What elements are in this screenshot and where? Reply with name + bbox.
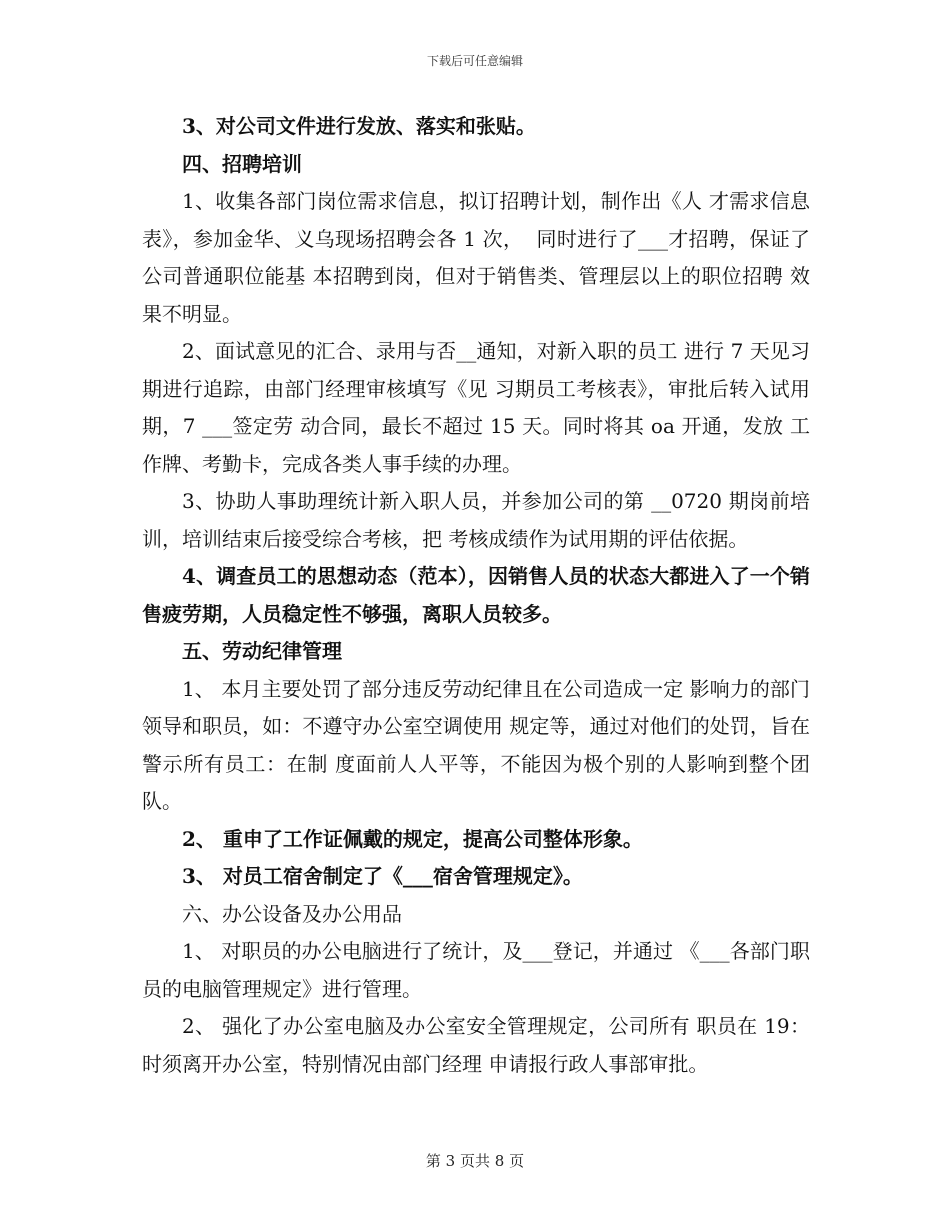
- paragraph-6: 1、 本月主要处罚了部分违反劳动纪律且在公司造成一定 影响力的部门领导和职员，如：不遵守办公室空调使用 规定等，通过对他们的处罚，旨在警示所有员工：在制 度面前人人平等，不能因为极个别的人影响到整个团 队。: [142, 676, 817, 813]
- paragraph-2: 1、收集各部门岗位需求信息，拟订招聘计划，制作出《人 才需求信息表》，参加金华、义乌现场招聘会各 1 次， 同时进行了___才招聘，保证了公司普通职位能基 本招聘到岗，但对于销售类、管理层以上的职位招聘 效果不明显。: [142, 189, 810, 326]
- paragraph-4: 3、协助人事助理统计新入职人员，并参加公司的第 __0720 期岗前培训，培训结束后接受综合考核，把 考核成绩作为试用期的评估依据。: [142, 489, 810, 551]
- page-header: 下载后可任意编辑: [426, 54, 523, 68]
- section-heading-6: 六、办公设备及办公用品: [182, 901, 402, 926]
- paragraph-3: 2、面试意见的汇合、录用与否__通知，对新入职的员工 进行 7 天见习期进行追踪，由部门经理审核填写《见 习期员工考核表》，审批后转入试用期，7 ___签定劳 动合同，最长不超过 15 天。同时将其 oa 开通，发放 工作牌、考勤卡，完成各类人事手续的办理。: [142, 339, 810, 476]
- paragraph-10: 2、 强化了办公室电脑及办公室安全管理规定，公司所有 职员在 19： 时须离开办公室，特别情况由部门经理 申请报行政人事部审批。: [142, 1014, 823, 1076]
- section-heading-5: 五、劳动纪律管理: [182, 639, 342, 663]
- paragraph-9: 1、 对职员的办公电脑进行了统计，及___登记，并通过 《___各部门职员的电脑管理规定》进行管理。: [142, 939, 810, 1001]
- section-heading-4: 四、招聘培训: [182, 151, 302, 176]
- page-footer: 第 3 页共 8 页: [425, 1152, 525, 1170]
- document-body: [142, 108, 823, 1083]
- paragraph-7: 2、 重申了工作证佩戴的规定，提高公司整体形象。: [182, 826, 643, 851]
- paragraph-5: 4、调查员工的思想动态（范本），因销售人员的状态大都进入了一个销售疲劳期，人员稳定性不够强，离职人员较多。: [142, 564, 810, 626]
- paragraph-1: 3、对公司文件进行发放、落实和张贴。: [182, 114, 536, 138]
- paragraph-8: 3、 对员工宿舍制定了《___宿舍管理规定》。: [182, 864, 583, 888]
